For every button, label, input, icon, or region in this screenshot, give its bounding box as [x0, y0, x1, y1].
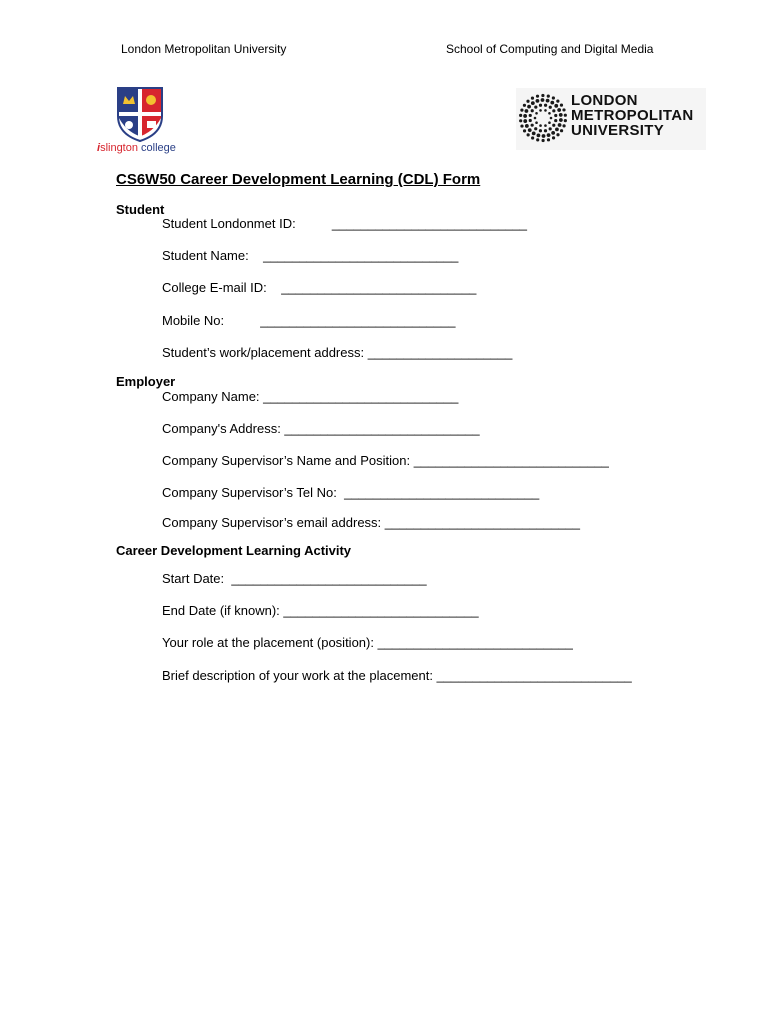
starburst-dot — [542, 134, 546, 138]
supervisor-name-position-field[interactable]: Company Supervisor’s Name and Position: ___________________________ — [162, 453, 609, 468]
starburst-dot — [527, 133, 530, 136]
starburst-dot — [541, 139, 544, 142]
section-employer-heading: Employer — [116, 374, 176, 389]
starburst-dot — [525, 124, 529, 128]
starburst-dot — [519, 114, 522, 117]
starburst-dot — [535, 112, 538, 115]
starburst-dot — [523, 114, 527, 118]
starburst-dot — [529, 114, 532, 117]
supervisor-tel-field[interactable]: Company Supervisor’s Tel No: ___________________________ — [162, 485, 540, 500]
starburst-dot — [544, 129, 547, 132]
starburst-dot — [556, 133, 559, 136]
starburst-dot — [558, 123, 562, 127]
college-crest-icon — [116, 86, 164, 142]
starburst-dot — [559, 118, 563, 122]
starburst-dot — [552, 124, 555, 127]
starburst-dot — [531, 109, 534, 112]
starburst-dot — [527, 105, 531, 109]
starburst-dot — [557, 108, 561, 112]
starburst-dot — [554, 104, 558, 108]
starburst-dot — [532, 132, 536, 136]
company-name-field[interactable]: Company Name: ___________________________ — [162, 389, 459, 404]
london-met-wordmark: LONDON METROPOLITAN UNIVERSITY — [571, 92, 694, 139]
starburst-dot — [534, 117, 537, 120]
starburst-dot — [564, 119, 567, 122]
section-student-heading: Student — [116, 202, 165, 217]
starburst-dot — [536, 95, 539, 98]
starburst-dot — [559, 113, 563, 117]
starburst-dot — [519, 119, 522, 122]
islington-college-logo — [96, 86, 186, 156]
header-school-name: School of Computing and Digital Media — [446, 42, 654, 56]
starburst-dot — [523, 129, 526, 132]
starburst-icon — [518, 93, 568, 143]
starburst-dot — [544, 109, 547, 112]
starburst-dot — [547, 133, 551, 137]
starburst-dot — [552, 109, 555, 112]
starburst-dot — [549, 106, 552, 109]
starburst-dot — [555, 128, 559, 132]
starburst-dot — [523, 104, 526, 107]
starburst-dot — [552, 96, 555, 99]
starburst-dot — [560, 104, 563, 107]
starburst-dot — [531, 124, 534, 127]
starburst-dot — [537, 134, 541, 138]
starburst-dot — [554, 114, 557, 117]
starburst-dot — [535, 121, 538, 124]
starburst-dot — [546, 99, 550, 103]
starburst-dot — [523, 119, 527, 123]
starburst-dot — [536, 138, 539, 141]
starburst-dot — [531, 136, 534, 139]
section-cdl-activity-heading: Career Development Learning Activity — [116, 543, 352, 558]
starburst-dot — [534, 127, 537, 130]
placement-address-field[interactable]: Student’s work/placement address: ____________________ — [162, 345, 513, 360]
starburst-dot — [564, 114, 567, 117]
college-email-field[interactable]: College E-mail ID: ___________________________ — [162, 280, 477, 295]
end-date-field[interactable]: End Date (if known): ___________________________ — [162, 603, 479, 618]
starburst-dot — [554, 119, 557, 122]
supervisor-email-field[interactable]: Company Supervisor’s email address: ___________________________ — [162, 515, 580, 530]
starburst-dot — [547, 138, 550, 141]
form-title: CS6W50 Career Development Learning (CDL) Form — [116, 171, 481, 188]
starburst-dot — [548, 112, 551, 115]
starburst-dot — [549, 127, 552, 130]
starburst-dot — [550, 117, 553, 120]
starburst-dot — [560, 129, 563, 132]
starburst-dot — [562, 108, 565, 111]
starburst-dot — [520, 124, 523, 127]
starburst-dot — [539, 124, 542, 127]
starburst-dot — [541, 98, 545, 102]
london-met-logo — [516, 88, 706, 150]
work-description-field[interactable]: Brief description of your work at the placement: ___________________________ — [162, 668, 632, 683]
starburst-dot — [544, 104, 547, 107]
starburst-dot — [525, 109, 529, 113]
islington-college-wordmark: islington college — [97, 142, 176, 154]
starburst-dot — [536, 99, 540, 103]
student-name-field[interactable]: Student Name: ___________________________ — [162, 248, 459, 263]
starburst-dot — [539, 109, 542, 112]
starburst-dot — [528, 128, 532, 132]
starburst-dot — [548, 121, 551, 124]
starburst-dot — [556, 100, 559, 103]
start-date-field[interactable]: Start Date: ___________________________ — [162, 571, 427, 586]
starburst-dot — [551, 131, 555, 135]
starburst-dot — [529, 119, 532, 122]
starburst-dot — [541, 94, 544, 97]
company-address-field[interactable]: Company's Address: ___________________________ — [162, 421, 480, 436]
starburst-dot — [552, 136, 555, 139]
starburst-dot — [562, 124, 565, 127]
placement-role-field[interactable]: Your role at the placement (position): ___________________________ — [162, 635, 573, 650]
starburst-dot — [539, 129, 542, 132]
starburst-dot — [550, 101, 554, 105]
starburst-dot — [534, 106, 537, 109]
starburst-dot — [526, 100, 529, 103]
header-university-name: London Metropolitan University — [121, 42, 287, 56]
starburst-dot — [520, 109, 523, 112]
starburst-dot — [531, 101, 535, 105]
starburst-dot — [531, 97, 534, 100]
student-id-field[interactable]: Student Londonmet ID: ___________________________ — [162, 216, 528, 231]
starburst-dot — [544, 124, 547, 127]
mobile-no-field[interactable]: Mobile No: ___________________________ — [162, 313, 456, 328]
starburst-dot — [539, 104, 542, 107]
starburst-dot — [547, 95, 550, 98]
